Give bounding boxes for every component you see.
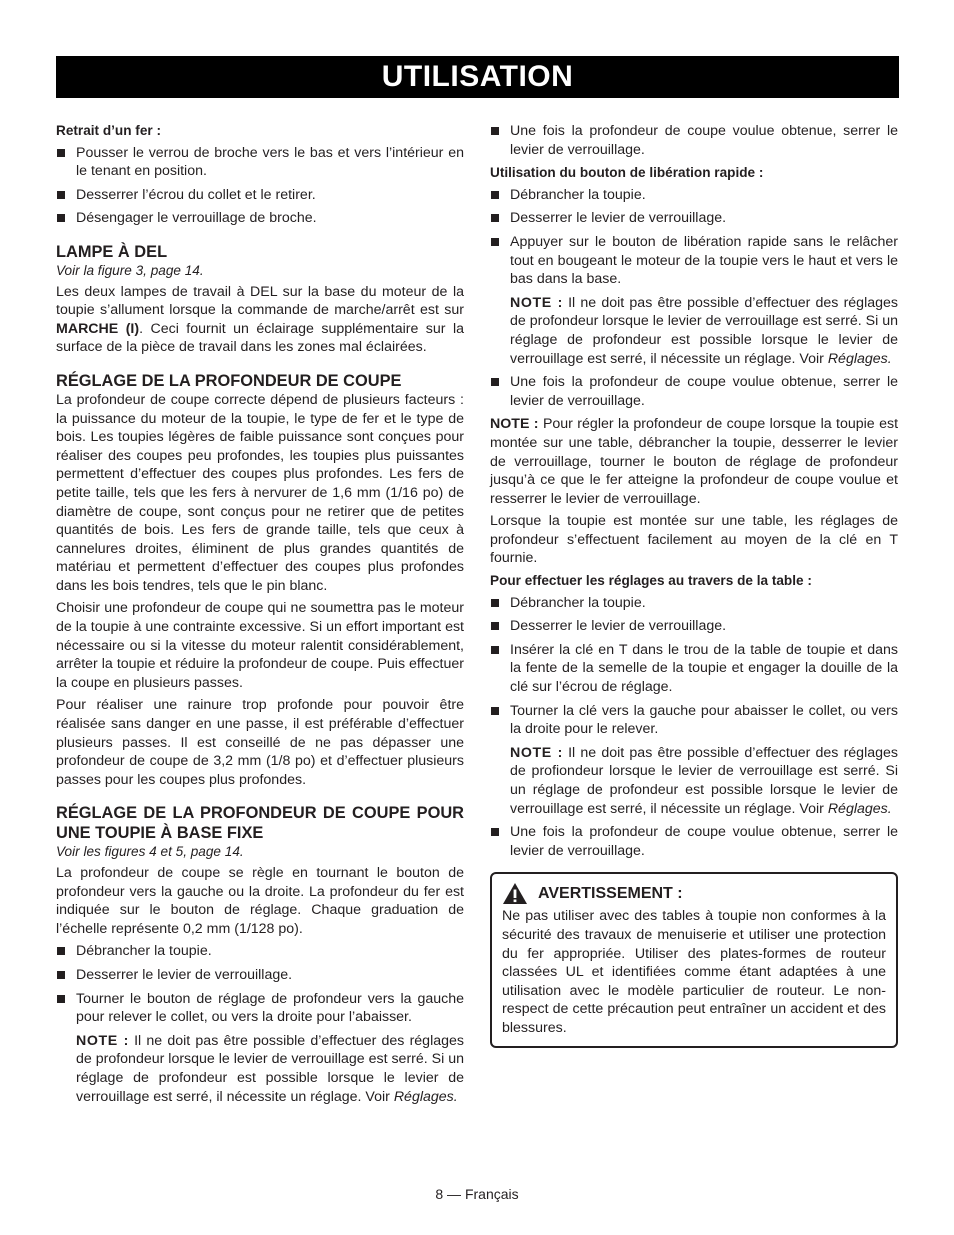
warning-title: AVERTISSEMENT : xyxy=(538,884,683,902)
square-bullet-icon xyxy=(57,214,65,222)
square-bullet-icon xyxy=(491,828,499,836)
rapide-after-list xyxy=(490,373,898,410)
square-bullet-icon xyxy=(491,707,499,715)
left-column xyxy=(56,122,464,1111)
travers-after-list xyxy=(490,823,898,860)
list-item: Tourner le bouton de réglage de profondeur vers la gauche pour relever le collet, ou vers la droite pour l’abaisser. xyxy=(56,990,464,1027)
square-bullet-icon xyxy=(57,149,65,157)
square-bullet-icon xyxy=(491,238,499,246)
list-item: Tourner la clé vers la gauche pour abaisser le collet, ou vers la droite pour le relever. xyxy=(490,702,898,739)
square-bullet-icon xyxy=(491,191,499,199)
list-item: Débrancher la toupie. xyxy=(490,186,898,205)
square-bullet-icon xyxy=(491,214,499,222)
lampe-paragraph: Les deux lampes de travail à DEL sur la base du moteur de la toupie s’allument lorsque la commande de marche/arrêt est sur MARCHE (I). Ceci fournit un éclairage supplémentaire sur la surface de la pièce de travail dans les zones mal éclairées. xyxy=(56,283,464,356)
rapide-list xyxy=(490,186,898,289)
base-fixe-heading: RÉGLAGE DE LA PROFONDEUR DE COUPE POUR UNE TOUPIE À BASE FIXE xyxy=(56,804,464,843)
square-bullet-icon xyxy=(57,191,65,199)
travers-list xyxy=(490,594,898,739)
reglage-paragraph-2: Choisir une profondeur de coupe qui ne soumettra pas le moteur de la toupie à une contrainte excessive. Si un effort important est nécessaire ou si la vitesse du moteur ralentit considérablement, arrêter la toupie et réduire la profondeur de coupe. Puis effectuer la coupe en plusieurs passes. xyxy=(56,600,464,691)
list-item: Une fois la profondeur de coupe voulue obtenue, serrer le levier de verrouillage. xyxy=(490,373,898,410)
retrait-list xyxy=(56,144,464,228)
base-fixe-list xyxy=(56,942,464,1026)
retrait-title: Retrait d’un fer : xyxy=(56,123,161,138)
list-item: Désengager le verrouillage de broche. xyxy=(56,209,464,228)
list-item: Insérer la clé en T dans le trou de la table de toupie et dans la fente de la semelle de la toupie et engager la douille de la clé sur l’écrou de réglage. xyxy=(490,641,898,697)
warning-triangle-icon xyxy=(502,882,528,905)
list-item: Débrancher la toupie. xyxy=(56,942,464,961)
list-item: Desserrer le levier de verrouillage. xyxy=(490,209,898,228)
square-bullet-icon xyxy=(491,622,499,630)
square-bullet-icon xyxy=(491,599,499,607)
lampe-heading: LAMPE À DEL xyxy=(56,242,168,261)
list-item: Desserrer le levier de verrouillage. xyxy=(490,617,898,636)
base-fixe-note: NOTE : Il ne doit pas être possible d’effectuer des réglages de profondeur lorsque le levier de verrouillage est serré. Si un réglage de profondeur est possible lorsque le levier de verrouillage est serré, il nécessite un réglage. Voir Réglages. xyxy=(76,1032,465,1105)
page-title: UTILISATION xyxy=(56,56,899,98)
square-bullet-icon xyxy=(57,947,65,955)
warning-header xyxy=(502,882,886,905)
square-bullet-icon xyxy=(491,127,499,135)
list-item: Pousser le verrou de broche vers le bas et vers l’intérieur en le tenant en position. xyxy=(56,144,464,181)
right-column xyxy=(490,122,898,1048)
reglage-paragraph-1: La profondeur de coupe correcte dépend de plusieurs facteurs : la puissance du moteur de la toupie, le type de fer et le type de bois. Les toupies légères de faible puissance sont conçues pour réaliser des coupes peu profondes, les toupies plus puissantes permettent d’effectuer des coupes plus profondes. Les fers de petite taille, tels que les fers à nervurer de 1,6 mm (1/16 po) de diamètre de coupe, sont conçus pour ne retirer que de petites quantités de bois. Les fers de grande taille, tels que ceux à cannelures droites, éliminent de plus grandes quantités de matériau et permettent d’effectuer des coupes plus profondes dans les bois tendres, tels que le pin blanc. xyxy=(56,391,464,594)
warning-text: Ne pas utiliser avec des tables à toupie non conformes à la sécurité des travaux de menuiserie et utiliser une protection du fer appropriée. Utiliser des plates-formes de routeur classées UL et identifiées comme étant adaptées à une utilisation avec le modèle particulier de routeur. Le non-respect de cette précaution peut entraîner un accident et des blessures. xyxy=(502,908,886,1036)
list-item: Une fois la profondeur de coupe voulue obtenue, serrer le levier de verrouillage. xyxy=(490,122,898,159)
warning-box xyxy=(490,872,898,1047)
square-bullet-icon xyxy=(57,995,65,1003)
reglage-paragraph-3: Pour réaliser une rainure trop profonde pour pouvoir être réalisée sans danger en une passe, il est préférable d’effectuer plusieurs passes. Il est conseillé de ne pas dépasser une profondeur de coupe de 3,2 mm (1/8 po) et d’effectuer plusieurs passes pour les coupes plus profondes. xyxy=(56,697,464,788)
right-top-list xyxy=(490,122,898,159)
lampe-figure-ref: Voir la figure 3, page 14. xyxy=(56,262,204,278)
travers-title: Pour effectuer les réglages au travers de la table : xyxy=(490,573,812,589)
rapide-title: Utilisation du bouton de libération rapide : xyxy=(490,165,764,181)
table-paragraph: Lorsque la toupie est montée sur une table, les réglages de profondeur s’effectuent facilement au moyen de la clé en T fournie. xyxy=(490,513,898,567)
base-fixe-paragraph: La profondeur de coupe se règle en tournant le bouton de profondeur vers la gauche ou la droite. La profondeur du fer est indiquée sur le bouton de réglage. Chaque graduation de l’échelle représente 0,2 mm (1/128 po). xyxy=(56,865,464,937)
list-item: Desserrer le levier de verrouillage. xyxy=(56,966,464,985)
square-bullet-icon xyxy=(491,378,499,386)
reglage-heading: RÉGLAGE DE LA PROFONDEUR DE COUPE xyxy=(56,371,402,390)
list-item: Une fois la profondeur de coupe voulue obtenue, serrer le levier de verrouillage. xyxy=(490,823,898,860)
square-bullet-icon xyxy=(57,971,65,979)
base-fixe-figure-ref: Voir les figures 4 et 5, page 14. xyxy=(56,844,244,860)
list-item: Desserrer l’écrou du collet et le retirer. xyxy=(56,186,464,205)
square-bullet-icon xyxy=(491,646,499,654)
rapide-note: NOTE : Il ne doit pas être possible d’effectuer des réglages de profondeur lorsque le levier de verrouillage est serré. Si un réglage de profondeur est possible lorsque le levier de verrouillage est serré, il nécessite un réglage. Voir Réglages. xyxy=(510,294,899,367)
list-item: Débrancher la toupie. xyxy=(490,594,898,613)
list-item: Appuyer sur le bouton de libération rapide sans le relâcher tout en bougeant le moteur de la toupie vers le haut et vers le bas dans la base. xyxy=(490,233,898,289)
travers-note: NOTE : Il ne doit pas être possible d’effectuer des réglages de profiondeur lorsque le levier de verrouillage est serré. Si un réglage de profondeur est possible lorsque le levier de verrouillage est serré, il nécessite un réglage. Voir Réglages. xyxy=(510,744,898,817)
table-note: NOTE : Pour régler la profondeur de coupe lorsque la toupie est montée sur une table, débrancher la toupie, desserrer le levier de verrouillage, tourner le bouton de réglage de profondeur jusqu’à ce que le fer atteigne la profondeur de coupe voulue et resserrer le levier de verrouillage. xyxy=(490,416,899,507)
page-footer: 8 — Français xyxy=(435,1186,519,1202)
